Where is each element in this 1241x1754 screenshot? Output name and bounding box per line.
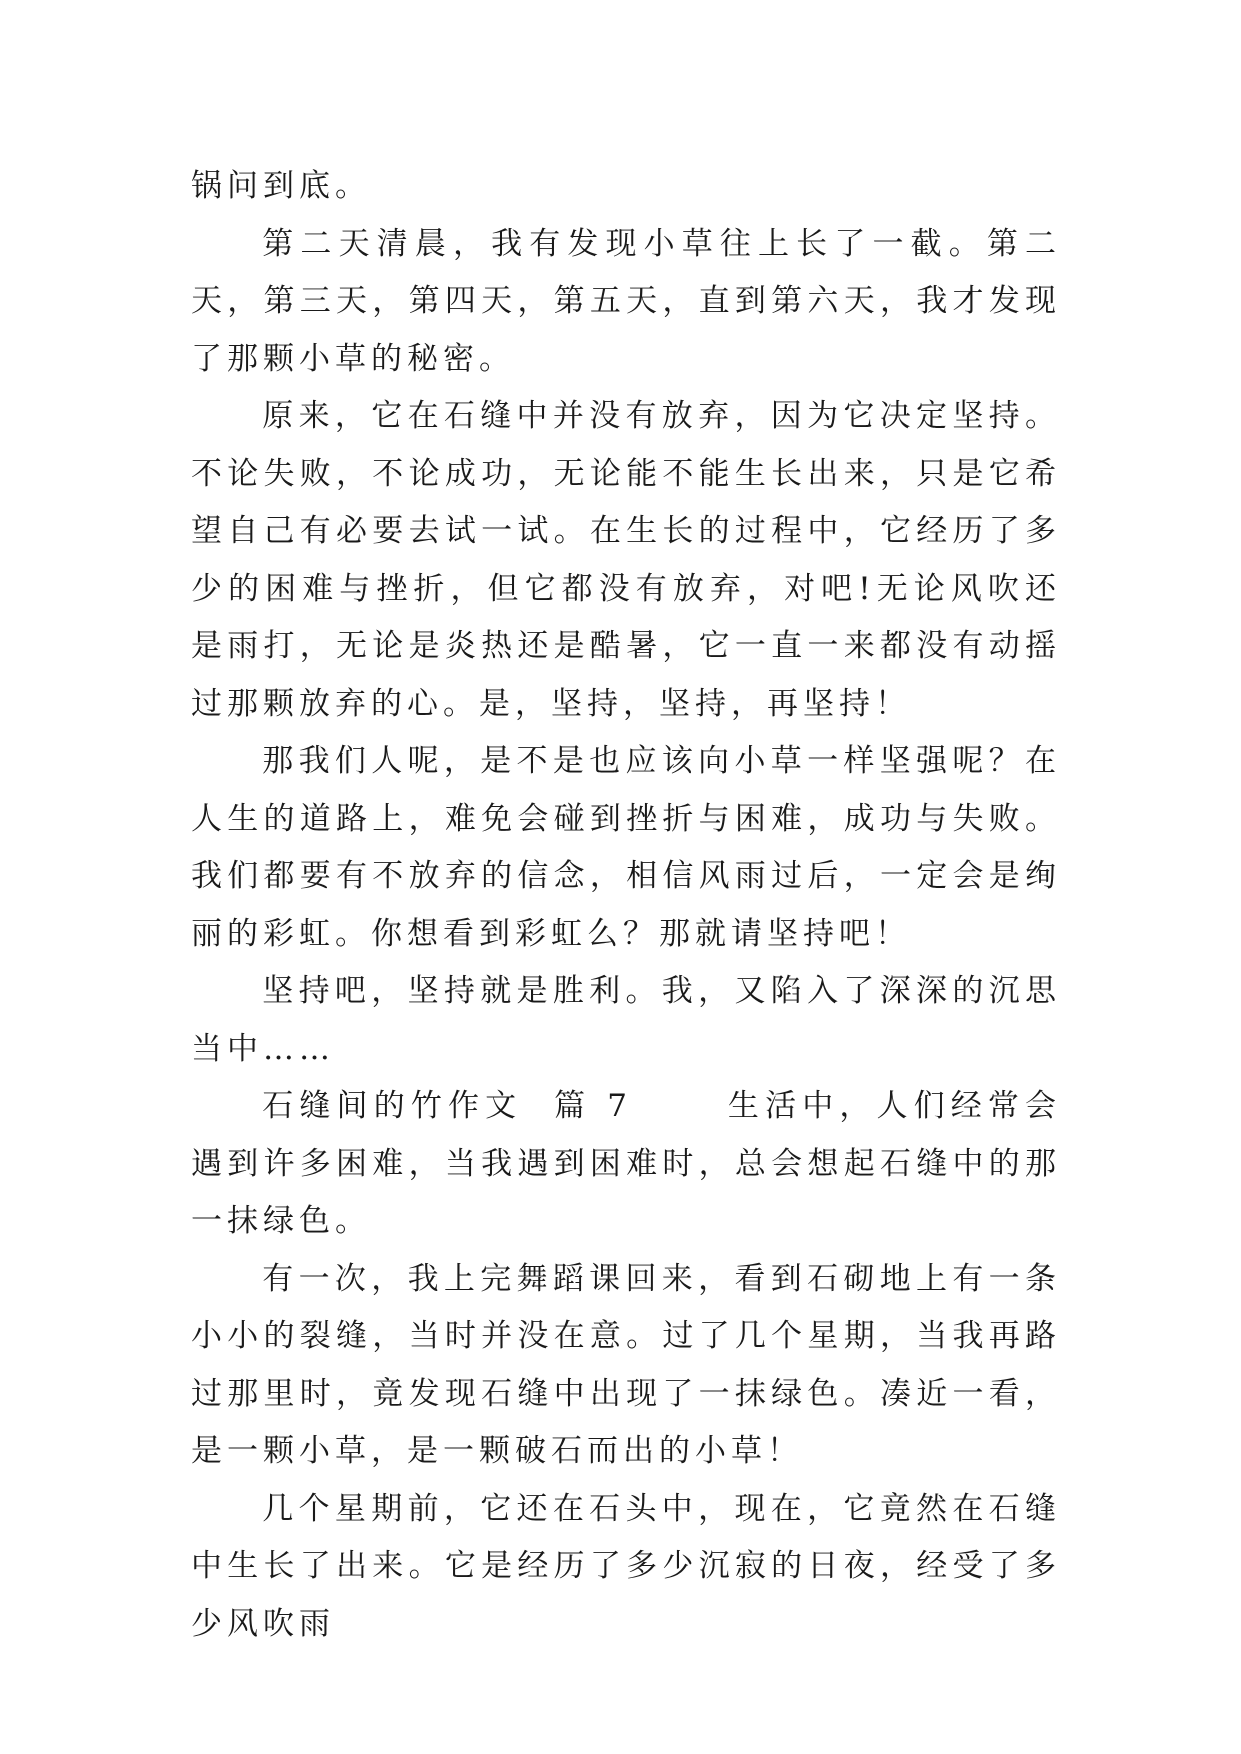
- paragraph-7: 有一次，我上完舞蹈课回来，看到石砌地上有一条小小的裂缝，当时并没在意。过了几个星期，当我再路过那里时，竟发现石缝中出现了一抹绿色。凑近一看，是一颗小草，是一颗破石而出的小草！: [191, 1260, 1061, 1469]
- paragraph-6: 石缝间的竹作文 篇 7 生活中，人们经常会遇到许多困难，当我遇到困难时，总会想起石缝中的那一抹绿色。: [191, 1088, 1061, 1239]
- paragraph-4: 那我们人呢，是不是也应该向小草一样坚强呢？在人生的道路上，难免会碰到挫折与困难，成功与失败。我们都要有不放弃的信念，相信风雨过后，一定会是绚丽的彩虹。你想看到彩虹么？那就请坚持吧！: [191, 743, 1061, 952]
- document-body: [191, 158, 1061, 1653]
- paragraph-5: 坚持吧，坚持就是胜利。我，又陷入了深深的沉思当中……: [191, 973, 1061, 1067]
- paragraph-3: 原来，它在石缝中并没有放弃，因为它决定坚持。不论失败，不论成功，无论能不能生长出来，只是它希望自己有必要去试一试。在生长的过程中，它经历了多少的困难与挫折，但它都没有放弃，对吧!无论风吹还是雨打，无论是炎热还是酷暑，它一直一来都没有动摇过那颗放弃的心。是，坚持，坚持，再坚持！: [191, 398, 1061, 722]
- paragraph-2: 第二天清晨，我有发现小草往上长了一截。第二天，第三天，第四天，第五天，直到第六天，我才发现了那颗小草的秘密。: [191, 225, 1061, 377]
- paragraph-1: 锅问到底。: [191, 168, 371, 204]
- paragraph-8: 几个星期前，它还在石头中，现在，它竟然在石缝中生长了出来。它是经历了多少沉寂的日夜，经受了多少风吹雨: [191, 1490, 1061, 1642]
